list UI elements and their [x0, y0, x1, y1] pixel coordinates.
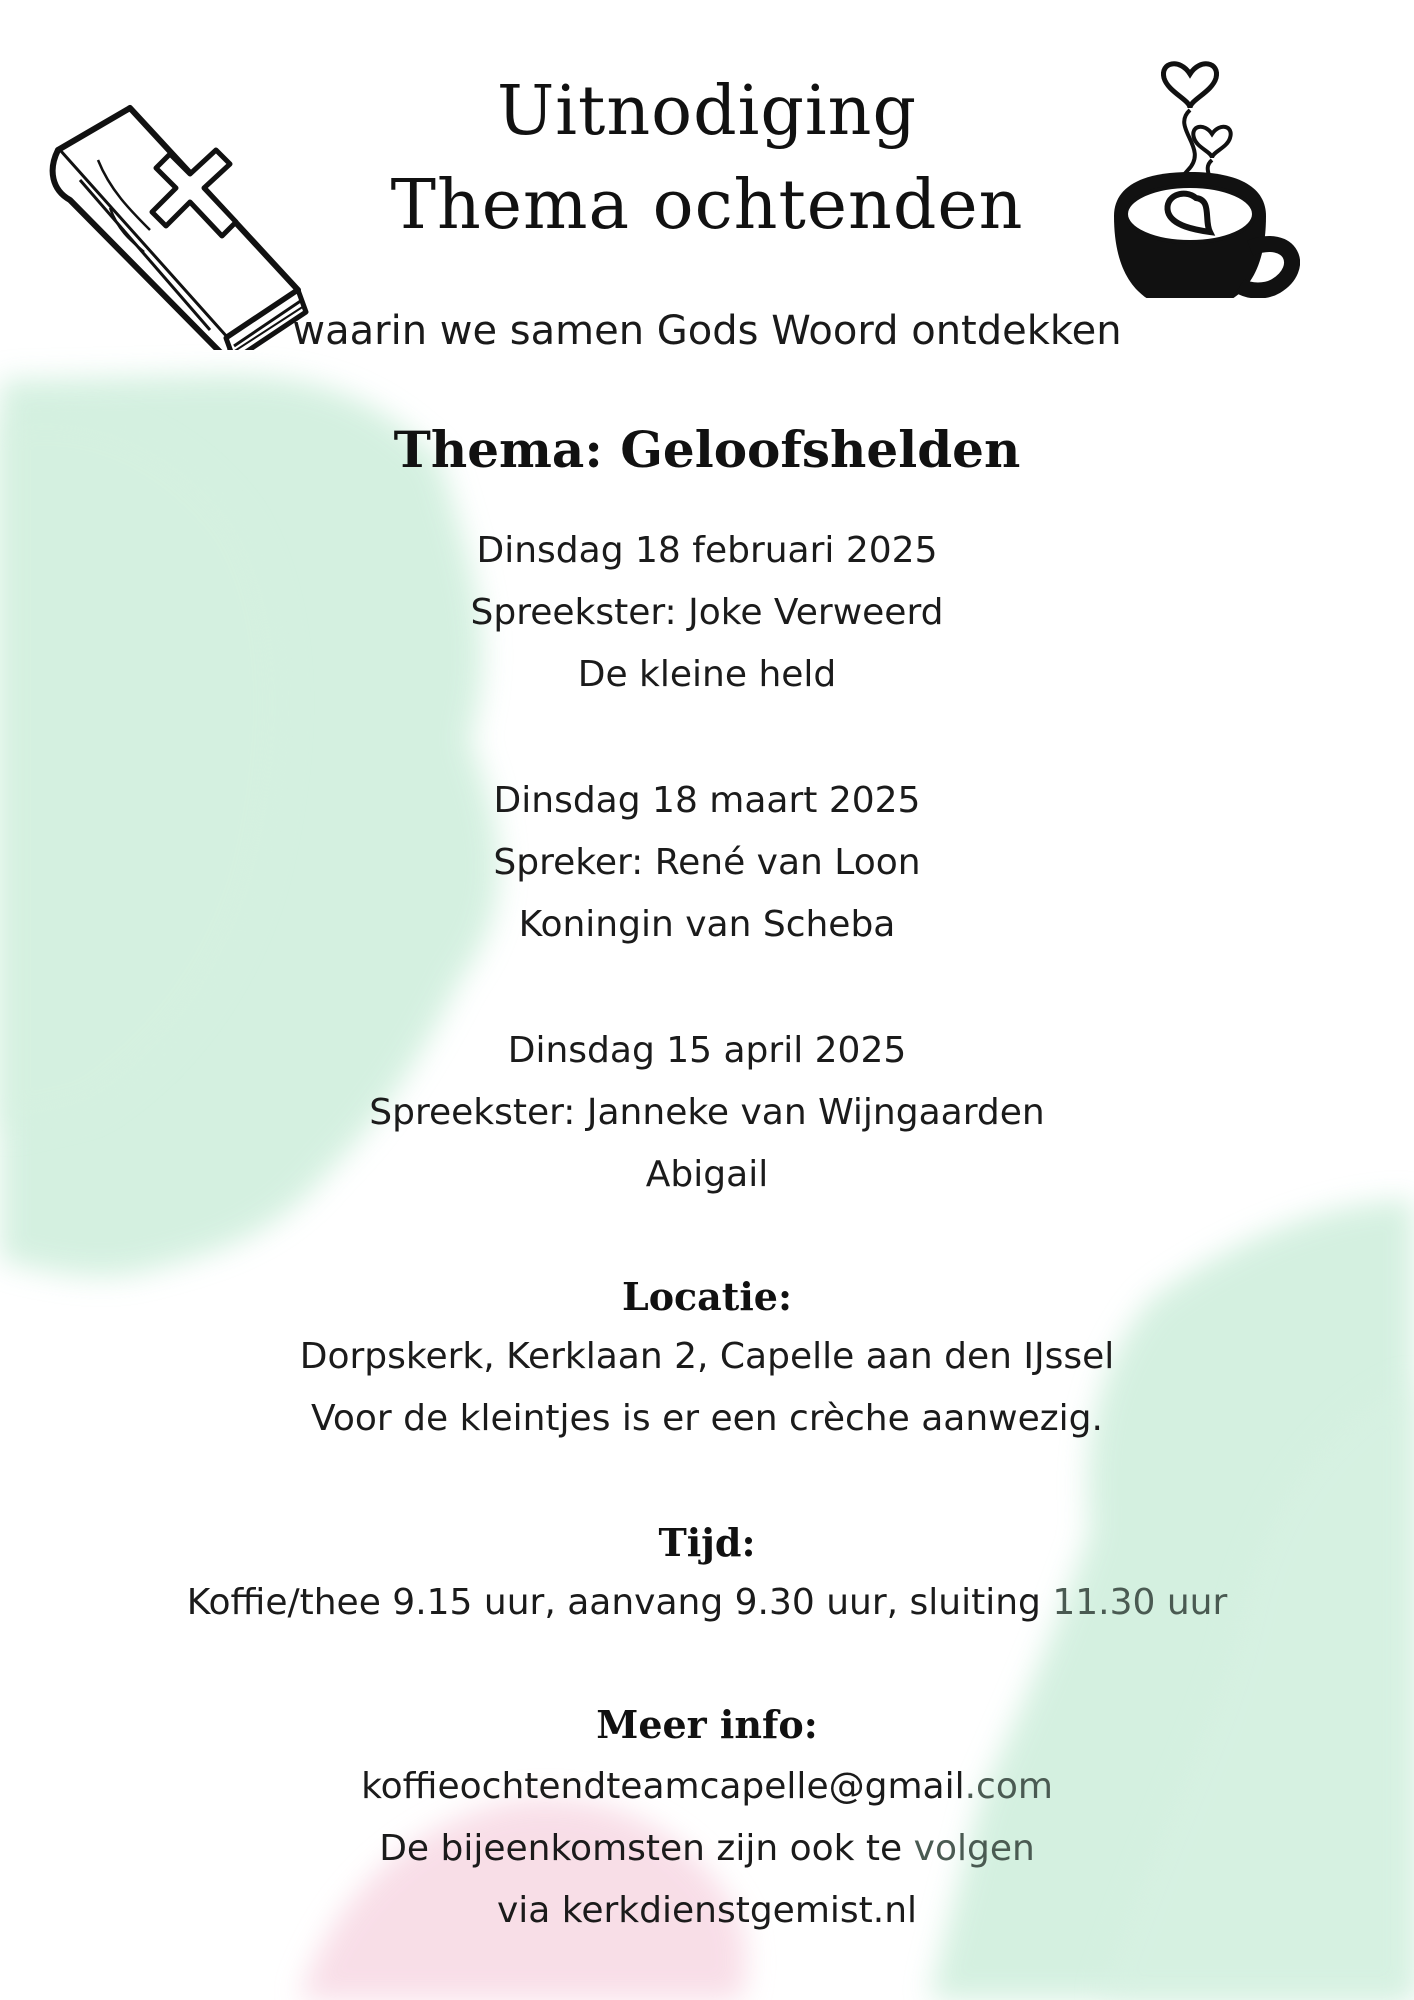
session-1-speaker: Spreekster: Joke Verweerd [470, 592, 944, 633]
location-address: Dorpskerk, Kerklaan 2, Capelle aan den IJssel [299, 1336, 1115, 1377]
session-2-date: Dinsdag 18 maart 2025 [493, 780, 921, 821]
info-via: via kerkdienstgemist.nl [496, 1890, 918, 1931]
location-heading: Locatie: [621, 1274, 793, 1319]
subtitle: waarin we samen Gods Woord ontdekken [292, 308, 1122, 354]
info-follow-main: De bijeenkomsten zijn ook te [379, 1828, 914, 1869]
info-email-main: koffieochtendteamcapelle@gmail [361, 1766, 965, 1807]
session-3-date: Dinsdag 15 april 2025 [507, 1030, 907, 1071]
time-heading: Tijd: [658, 1520, 756, 1565]
info-follow [0, 1818, 1414, 1880]
session-3-speaker: Spreekster: Janneke van Wijngaarden [369, 1092, 1045, 1133]
info-email[interactable] [0, 1756, 1414, 1818]
title-line-2: Thema ochtenden [390, 166, 1024, 245]
session-1-date: Dinsdag 18 februari 2025 [476, 530, 938, 571]
title-line-1: Uitnodiging [497, 72, 917, 151]
info-heading: Meer info: [596, 1702, 818, 1747]
info-email-end: .com [964, 1766, 1053, 1807]
session-2-speaker: Spreker: René van Loon [493, 842, 921, 883]
session-1-topic: De kleine held [577, 654, 837, 695]
info-follow-end: volgen [913, 1828, 1035, 1869]
location-note: Voor de kleintjes is er een crèche aanwezig. [311, 1398, 1103, 1439]
theme-heading: Thema: Geloofshelden [393, 420, 1021, 479]
time-text [0, 1572, 1414, 1634]
session-2-topic: Koningin van Scheba [518, 904, 896, 945]
time-text-end: 11.30 uur [1052, 1582, 1228, 1623]
time-text-main: Koffie/thee 9.15 uur, aanvang 9.30 uur, sluiting [186, 1582, 1053, 1623]
session-3-topic: Abigail [645, 1154, 769, 1195]
